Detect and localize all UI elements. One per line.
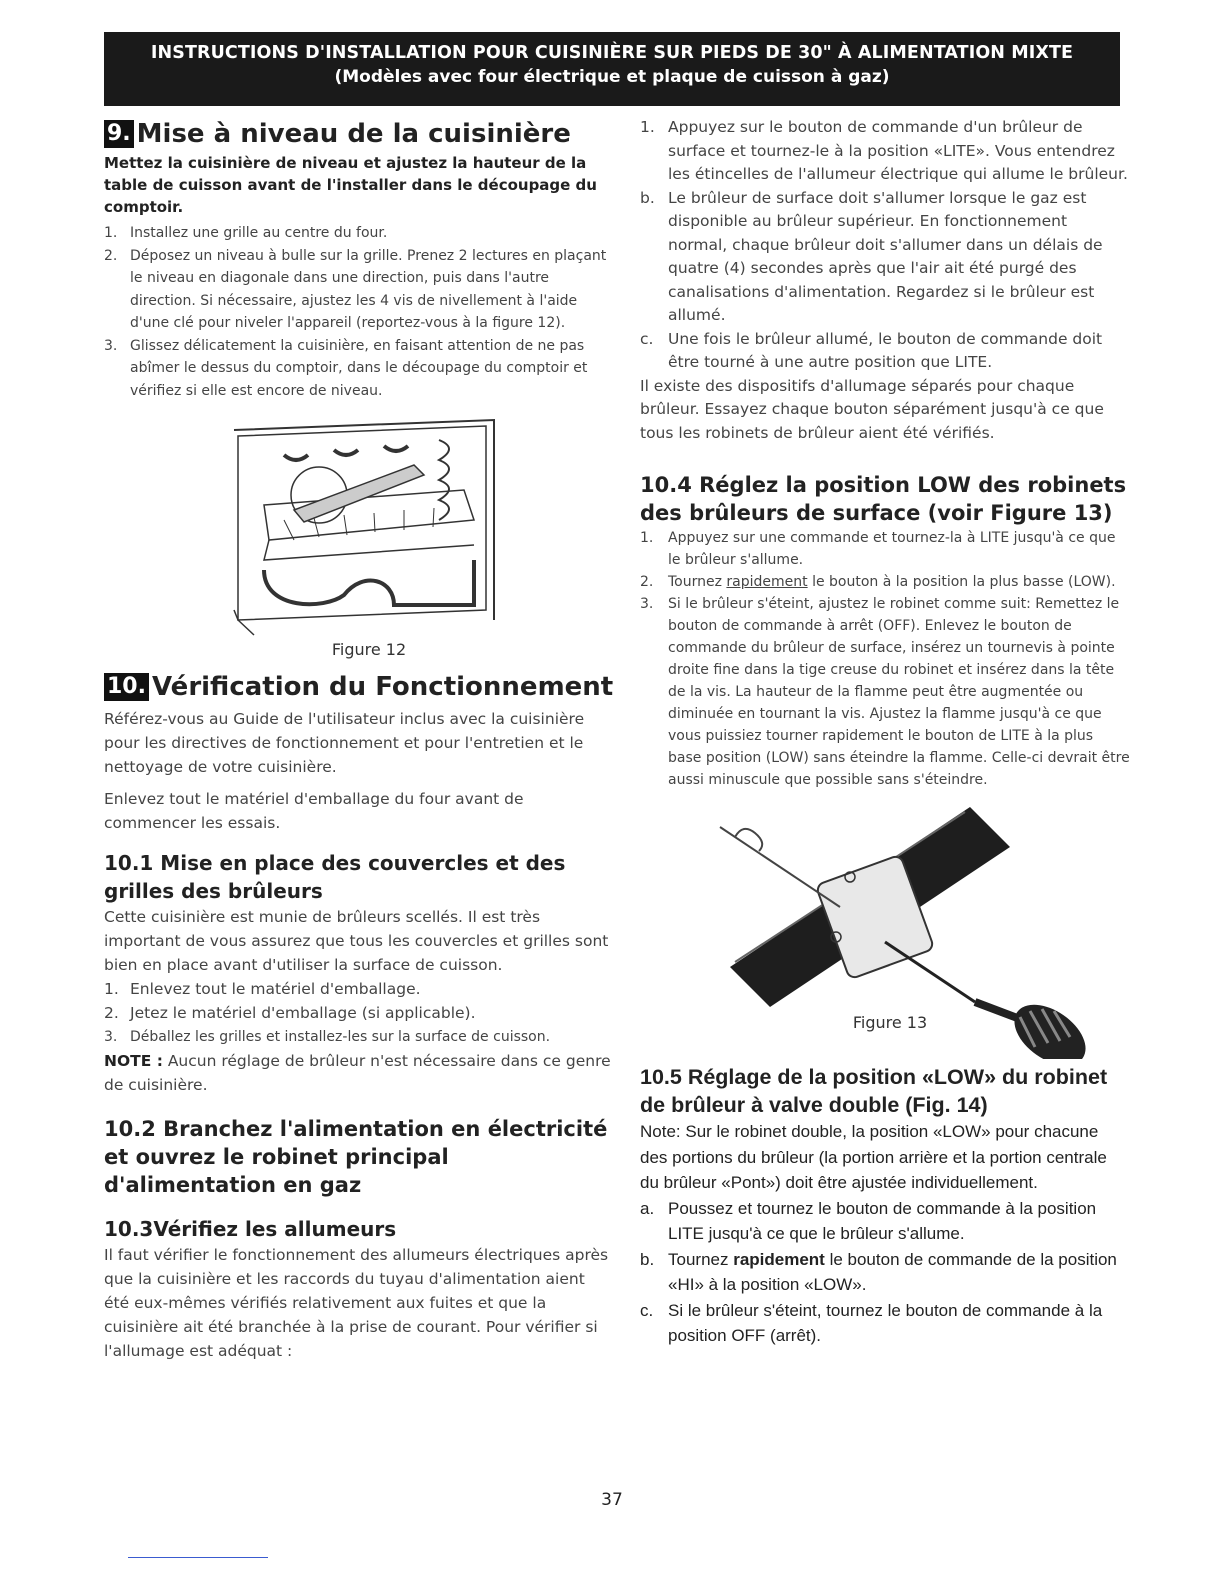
list-item: 1. Appuyez sur le bouton de commande d'un brûleur de surface et tournez-le à la position «LITE». Vous entendrez les étincelles de l'allumeur électrique qui allume le brûleur. (640, 118, 1128, 183)
section-10-1-note: NOTE : Aucun réglage de brûleur n'est nécessaire dans ce genre de cuisinière. (104, 1052, 611, 1094)
section-10-5-note: Note: Sur le robinet double, la position «LOW» pour chacune des portions du brûleur (la portion arrière et la portion centrale du brûleur «Pont») doit être ajustée individuellement. (640, 1122, 1107, 1192)
section-9-number: 9. (104, 120, 134, 148)
section-10-number: 10. (104, 673, 149, 701)
section-10-heading (104, 669, 612, 705)
section-10-title: Vérification du Fonctionnement (151, 672, 614, 702)
list-item: b. Le brûleur de surface doit s'allumer lorsque le gaz est disponible au brûleur supérieur. En fonctionnement normal, chaque brûleur doit s'allumer dans un délais de quatre (4) secondes après que l'air ait été purgé des canalisations d'alimentation. Regardez si le brûleur est allumé. (640, 188, 1103, 324)
list-item: 1. Installez une grille au centre du four. (104, 225, 388, 241)
section-9-heading (104, 116, 612, 152)
section-10-3-heading: 10.3Vérifiez les allumeurs (104, 1217, 397, 1241)
figure-13-caption: Figure 13 (852, 1013, 928, 1032)
oven-leveling-illustration (224, 410, 514, 640)
section-10-3-para: Il faut vérifier le fonctionnement des allumeurs électriques après que la cuisinière et les raccords du tuyau d'alimentation aient été eux-mêmes vérifiés relativement aux fuites et que la cuisinière ait été branchée à la prise de courant. Pour vérifier si l'allumage est adéquat : (104, 1246, 609, 1360)
footer-line (128, 1557, 268, 1558)
list-item: 1. Enlevez tout le matériel d'emballage. (104, 980, 421, 998)
list-item: a. Poussez et tournez le bouton de commande à la position LITE jusqu'à ce que le brûleur s'allume. (640, 1198, 1097, 1243)
section-9-lead: Mettez la cuisinière de niveau et ajustez la hauteur de la table de cuisson avant de l'installer dans le découpage du comptoir. (104, 154, 597, 216)
list-item: 3. Glissez délicatement la cuisinière, en faisant attention de ne pas abîmer le dessus du comptoir, dans le découpage du comptoir et vérifiez si elle est encore de niveau. (104, 337, 588, 399)
page-number: 37 (601, 1490, 623, 1510)
list-item: c. Une fois le brûleur allumé, le bouton de commande doit être tourné à une autre position que LITE. (640, 329, 1103, 371)
section-9-steps (104, 222, 612, 402)
list-item: 1. Appuyez sur une commande et tournez-la à LITE jusqu'à ce que le brûleur s'allume. (640, 530, 1116, 568)
list-item: c. Si le brûleur s'éteint, tournez le bouton de commande à la position OFF (arrêt). (640, 1300, 1103, 1345)
section-10-1-heading: 10.1 Mise en place des couvercles et des grilles des brûleurs (104, 851, 566, 903)
list-item: 2. Déposez un niveau à bulle sur la grille. Prenez 2 lectures en plaçant le niveau en diagonale dans une direction, puis dans l'autre direction. Si nécessaire, ajustez les 4 vis de nivellement à l'aide d'une clé pour niveler l'appareil (reportez-vous à la figure 12). (104, 247, 607, 331)
figure-13 (640, 797, 1130, 1059)
section-10-5-heading: 10.5 Réglage de la position «LOW» du robinet de brûleur à valve double (Fig. 14) (640, 1065, 1108, 1117)
section-10-para-1: Référez-vous au Guide de l'utilisateur inclus avec la cuisinière pour les directives de fonctionnement et pour l'entretien et le nettoyage de votre cuisinière. (104, 710, 585, 776)
section-10-1-para: Cette cuisinière est munie de brûleurs scellés. Il est très important de vous assurez que tous les couvercles et grilles sont bien en place avant d'utiliser la surface de cuisson. (104, 908, 609, 974)
header-banner (104, 32, 1120, 106)
figure-12 (224, 410, 514, 659)
list-item: 2. Jetez le matériel d'emballage (si applicable). (104, 1004, 476, 1022)
ignition-check-steps (640, 116, 1130, 375)
section-10-1-steps (104, 977, 612, 1049)
figure-12-caption: Figure 12 (331, 640, 407, 659)
section-10-4-heading: 10.4 Réglez la position LOW des robinets des brûleurs de surface (voir Figure 13) (640, 473, 1127, 525)
section-10-5-steps (640, 1196, 1130, 1349)
list-item: 2. Tournez rapidement le bouton à la position la plus basse (LOW). (640, 574, 1116, 590)
list-item: b. Tournez rapidement le bouton de commande de la position «HI» à la position «LOW». (640, 1249, 1117, 1294)
header-subtitle: (Modèles avec four électrique et plaque de cuisson à gaz) (334, 67, 890, 87)
section-9-title: Mise à niveau de la cuisinière (136, 119, 571, 149)
left-column (104, 116, 612, 1363)
section-10-4-steps (640, 527, 1130, 791)
section-10-2-heading: 10.2 Branchez l'alimentation en électricité et ouvrez le robinet principal d'alimentation en gaz (104, 1117, 608, 1197)
header-title: INSTRUCTIONS D'INSTALLATION POUR CUISINIÈRE SUR PIEDS DE 30" À ALIMENTATION MIXTE (150, 43, 1074, 63)
ignition-check-para: Il existe des dispositifs d'allumage séparés pour chaque brûleur. Essayez chaque bouton séparément jusqu'à ce que tous les robinets de brûleur aient été vérifiés. (640, 376, 1104, 442)
list-item: 3. Si le brûleur s'éteint, ajustez le robinet comme suit: Remettez le bouton de commande à arrêt (OFF). Enlevez le bouton de commande du brûleur de surface, insérez un tournevis à pointe droite fine dans la tige creuse du robinet et insérez dans la tête de la vis. La hauteur de la flamme peut être augmentée ou diminuée en tournant la vis. Ajustez la flamme jusqu'à ce que vous puissiez tourner rapidement le bouton de LITE à la plus base position (LOW) sans éteindre la flamme. Celle-ci devrait être aussi minuscule que possible sans s'éteindre. (640, 596, 1130, 788)
section-10-para-2: Enlevez tout le matériel d'emballage du four avant de commencer les essais. (104, 790, 524, 832)
right-column (640, 116, 1130, 1349)
list-item: 3. Déballez les grilles et installez-les sur la surface de cuisson. (104, 1029, 551, 1045)
